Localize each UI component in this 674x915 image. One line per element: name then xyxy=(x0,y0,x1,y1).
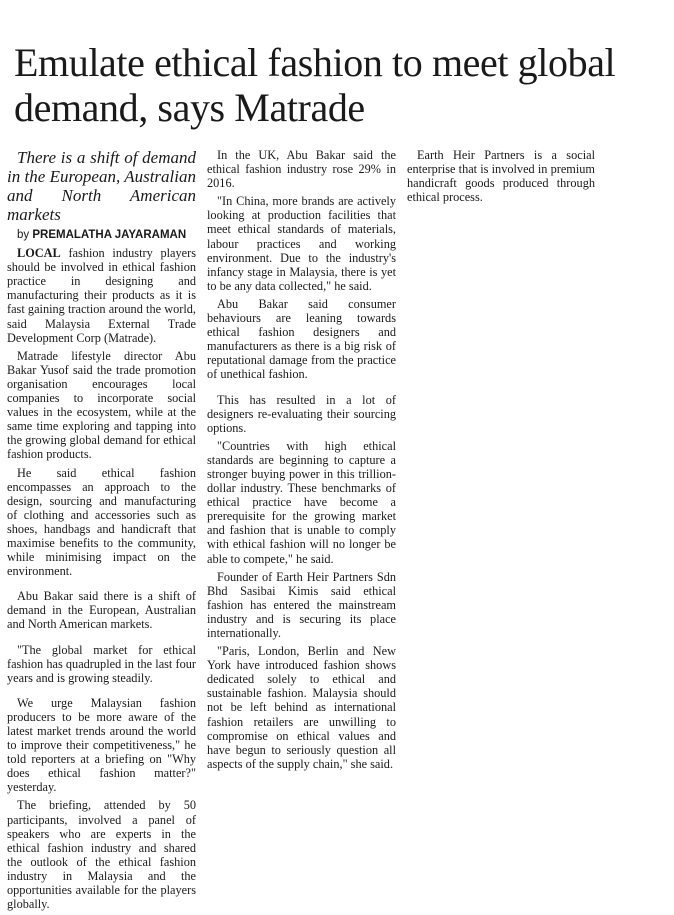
standfirst: There is a shift of demand in the European, Australian and North American markets xyxy=(7,148,196,224)
paragraph-10: Abu Bakar said consumer behaviours are leaning towards ethical fashion designers and manufacturers as there is a big risk of reputational damage from the practice of unethical fashion. xyxy=(207,296,396,382)
byline xyxy=(7,228,196,242)
column-3 xyxy=(407,148,595,208)
paragraph-4: Abu Bakar said there is a shift of demand in the European, Australian and North American markets. xyxy=(7,589,196,632)
column-1 xyxy=(7,148,196,915)
byline-author: PREMALATHA JAYARAMAN xyxy=(32,229,187,241)
paragraph-12: "Countries with high ethical standards are beginning to capture a stronger buying power in this trillion-dollar industry. These benchmarks of ethical practice have become a prerequisite for the growing market and fashion that is unable to comply with ethical fashion will no longer be able to compete," he said. xyxy=(207,438,396,566)
paragraph-7: The briefing, attended by 50 participants, involved a panel of speakers who are experts in the ethical fashion industry and shared the outlook of the ethical fashion industry in Malaysia and the opportunities available for the players globally. xyxy=(7,798,196,912)
paragraph-14: "Paris, London, Berlin and New York have introduced fashion shows dedicated solely to ethical and sustainable fashion. Malaysia should not be left behind as international fashion retailers are unwilling to compromise on ethical values and have begun to seriously question all aspects of the supply chain," she said. xyxy=(207,644,396,771)
paragraph-5: "The global market for ethical fashion has quadrupled in the last four years and is growing steadily. xyxy=(7,642,196,685)
lead-word: LOCAL xyxy=(17,246,61,261)
paragraph-9: "In China, more brands are actively looking at production facilities that meet ethical standards of materials, labour practices and working environment. Due to the industry's infancy stage in Malaysia, there is yet to be any data collected," he said. xyxy=(207,194,396,293)
paragraph-6: We urge Malaysian fashion producers to be more aware of the latest market trends around the world to improve their competitiveness," he told reporters at a briefing on "Why does ethical fashion matter?" yesterday. xyxy=(7,695,196,795)
paragraph-13: Founder of Earth Heir Partners Sdn Bhd Sasibai Kimis said ethical fashion has entered the mainstream industry and is securing its place internationally. xyxy=(207,569,396,640)
paragraph-8: In the UK, Abu Bakar said the ethical fashion industry rose 29% in 2016. xyxy=(207,148,396,191)
headline: Emulate ethical fashion to meet global demand, says Matrade xyxy=(14,40,616,130)
paragraph-1-text: fashion industry players should be involved in ethical fashion practice in designing and manufacturing their products as it is fast gaining traction around the world, said Malaysia External Trade Development Corp (Matrade). xyxy=(7,246,196,345)
paragraph-1 xyxy=(7,246,196,345)
paragraph-2: Matrade lifestyle director Abu Bakar Yusof said the trade promotion organisation encourages local companies to incorporate social values in the ecosystem, while at the same time exploring and tapping into the growing global demand for ethical fashion products. xyxy=(7,348,196,462)
column-2 xyxy=(207,148,396,775)
paragraph-15: Earth Heir Partners is a social enterprise that is involved in premium handicraft goods produced through ethical process. xyxy=(407,148,595,205)
paragraph-3: He said ethical fashion encompasses an approach to the design, sourcing and manufacturing of clothing and accessories such as shoes, handbags and handicraft that maximise benefits to the community, while minimising impact on the environment. xyxy=(7,465,196,579)
byline-prefix: by xyxy=(17,229,30,241)
paragraph-11: This has resulted in a lot of designers re-evaluating their sourcing options. xyxy=(207,392,396,435)
